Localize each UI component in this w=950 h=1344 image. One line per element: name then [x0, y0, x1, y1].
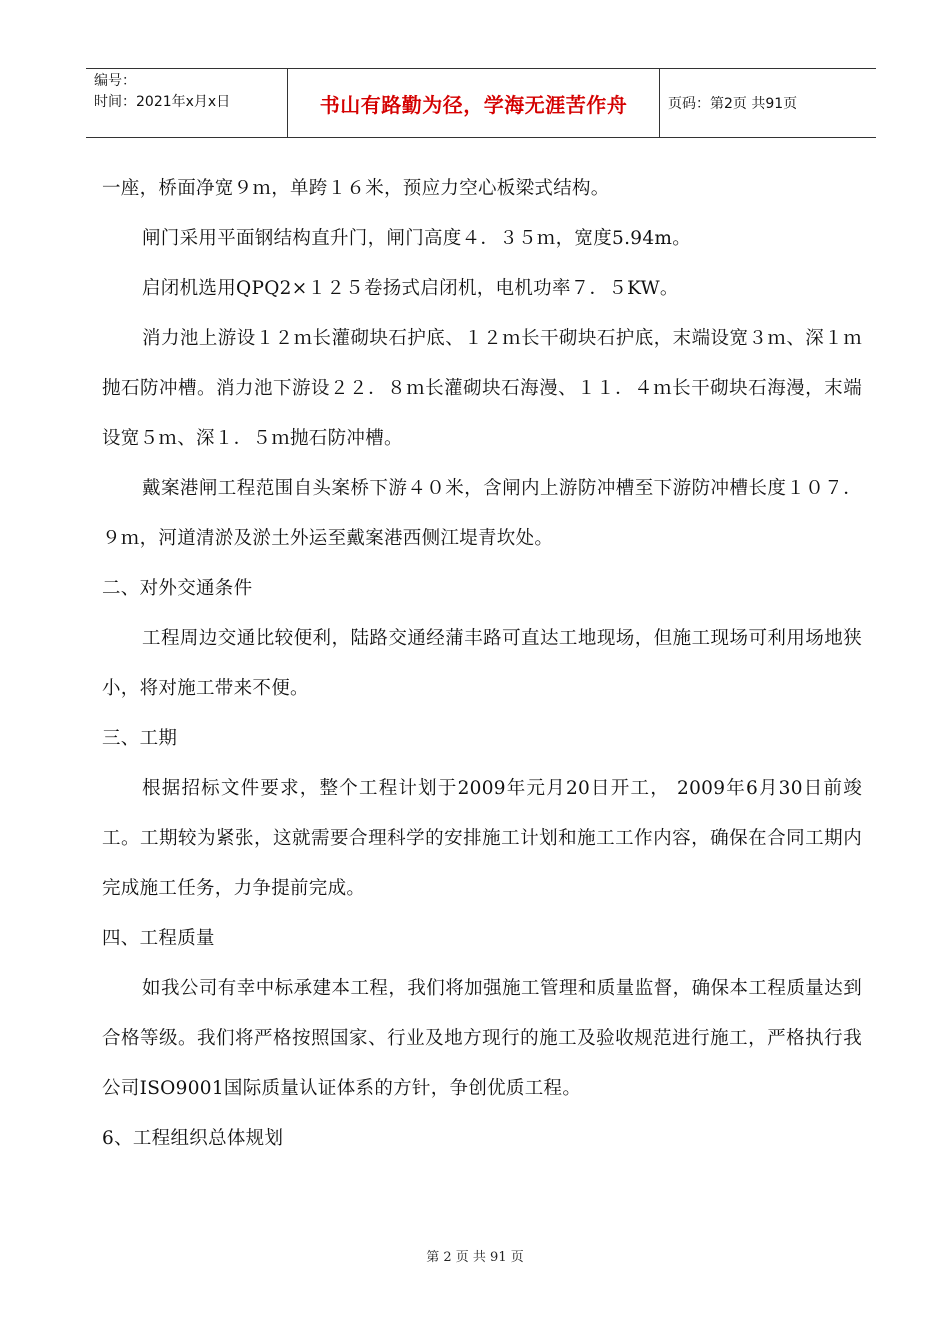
paragraph: 闸门采用平面钢结构直升门，闸门高度４．３５ｍ，宽度5.94m。: [142, 228, 692, 249]
paragraph: 工程周边交通比较便利，陆路交通经蒲丰路可直达工地现场，但施工现场可利用场地狭小，将对施工带来不便。: [102, 628, 862, 699]
header-number: 编号：: [94, 73, 136, 89]
paragraph: 三、工期: [102, 728, 178, 749]
paragraph: 如我公司有幸中标承建本工程，我们将加强施工管理和质量监督，确保本工程质量达到合格等级。我们将严格按照国家、行业及地方现行的施工及验收规范进行施工，严格执行我公司ISO9001国际质量认证体系的方针，争创优质工程。: [102, 978, 862, 1099]
document-body: [102, 164, 862, 1164]
paragraph: 启闭机选用QPQ2×１２５卷扬式启闭机，电机功率７．５KW。: [142, 278, 679, 299]
paragraph: 一座，桥面净宽９ｍ，单跨１６米，预应力空心板梁式结构。: [102, 178, 610, 199]
paragraph: 戴案港闸工程范围自头案桥下游４０米，含闸内上游防冲槽至下游防冲槽长度１０７．９ｍ，河道清淤及淤土外运至戴案港西侧江堤青坎处。: [102, 478, 862, 549]
paragraph: 根据招标文件要求，整个工程计划于2009年元月20日开工， 2009年6月30日前竣工。工期较为紧张，这就需要合理科学的安排施工计划和施工工作内容，确保在合同工期内完成施工任务，力争提前完成。: [102, 778, 862, 899]
header-table: [86, 68, 876, 138]
paragraph: 四、工程质量: [102, 928, 215, 949]
paragraph: 消力池上游设１２ｍ长灌砌块石护底、１２ｍ长干砌块石护底，末端设宽３ｍ、深１ｍ抛石防冲槽。消力池下游设２２．８ｍ长灌砌块石海漫、１１．４ｍ长干砌块石海漫，末端设宽５ｍ、深１．５ｍ抛石防冲槽。: [102, 328, 862, 449]
header-time: 时间：2021年x月x日: [94, 94, 231, 110]
header-meta: [86, 69, 288, 137]
header-page-number: 页码：第2页 共91页: [668, 96, 798, 112]
header-motto: 书山有路勤为径，学海无涯苦作舟: [288, 69, 660, 137]
paragraph: 二、对外交通条件: [102, 578, 253, 599]
page-footer: 第 2 页 共 91 页: [426, 1250, 524, 1265]
paragraph: 6、工程组织总体规划: [102, 1128, 284, 1149]
